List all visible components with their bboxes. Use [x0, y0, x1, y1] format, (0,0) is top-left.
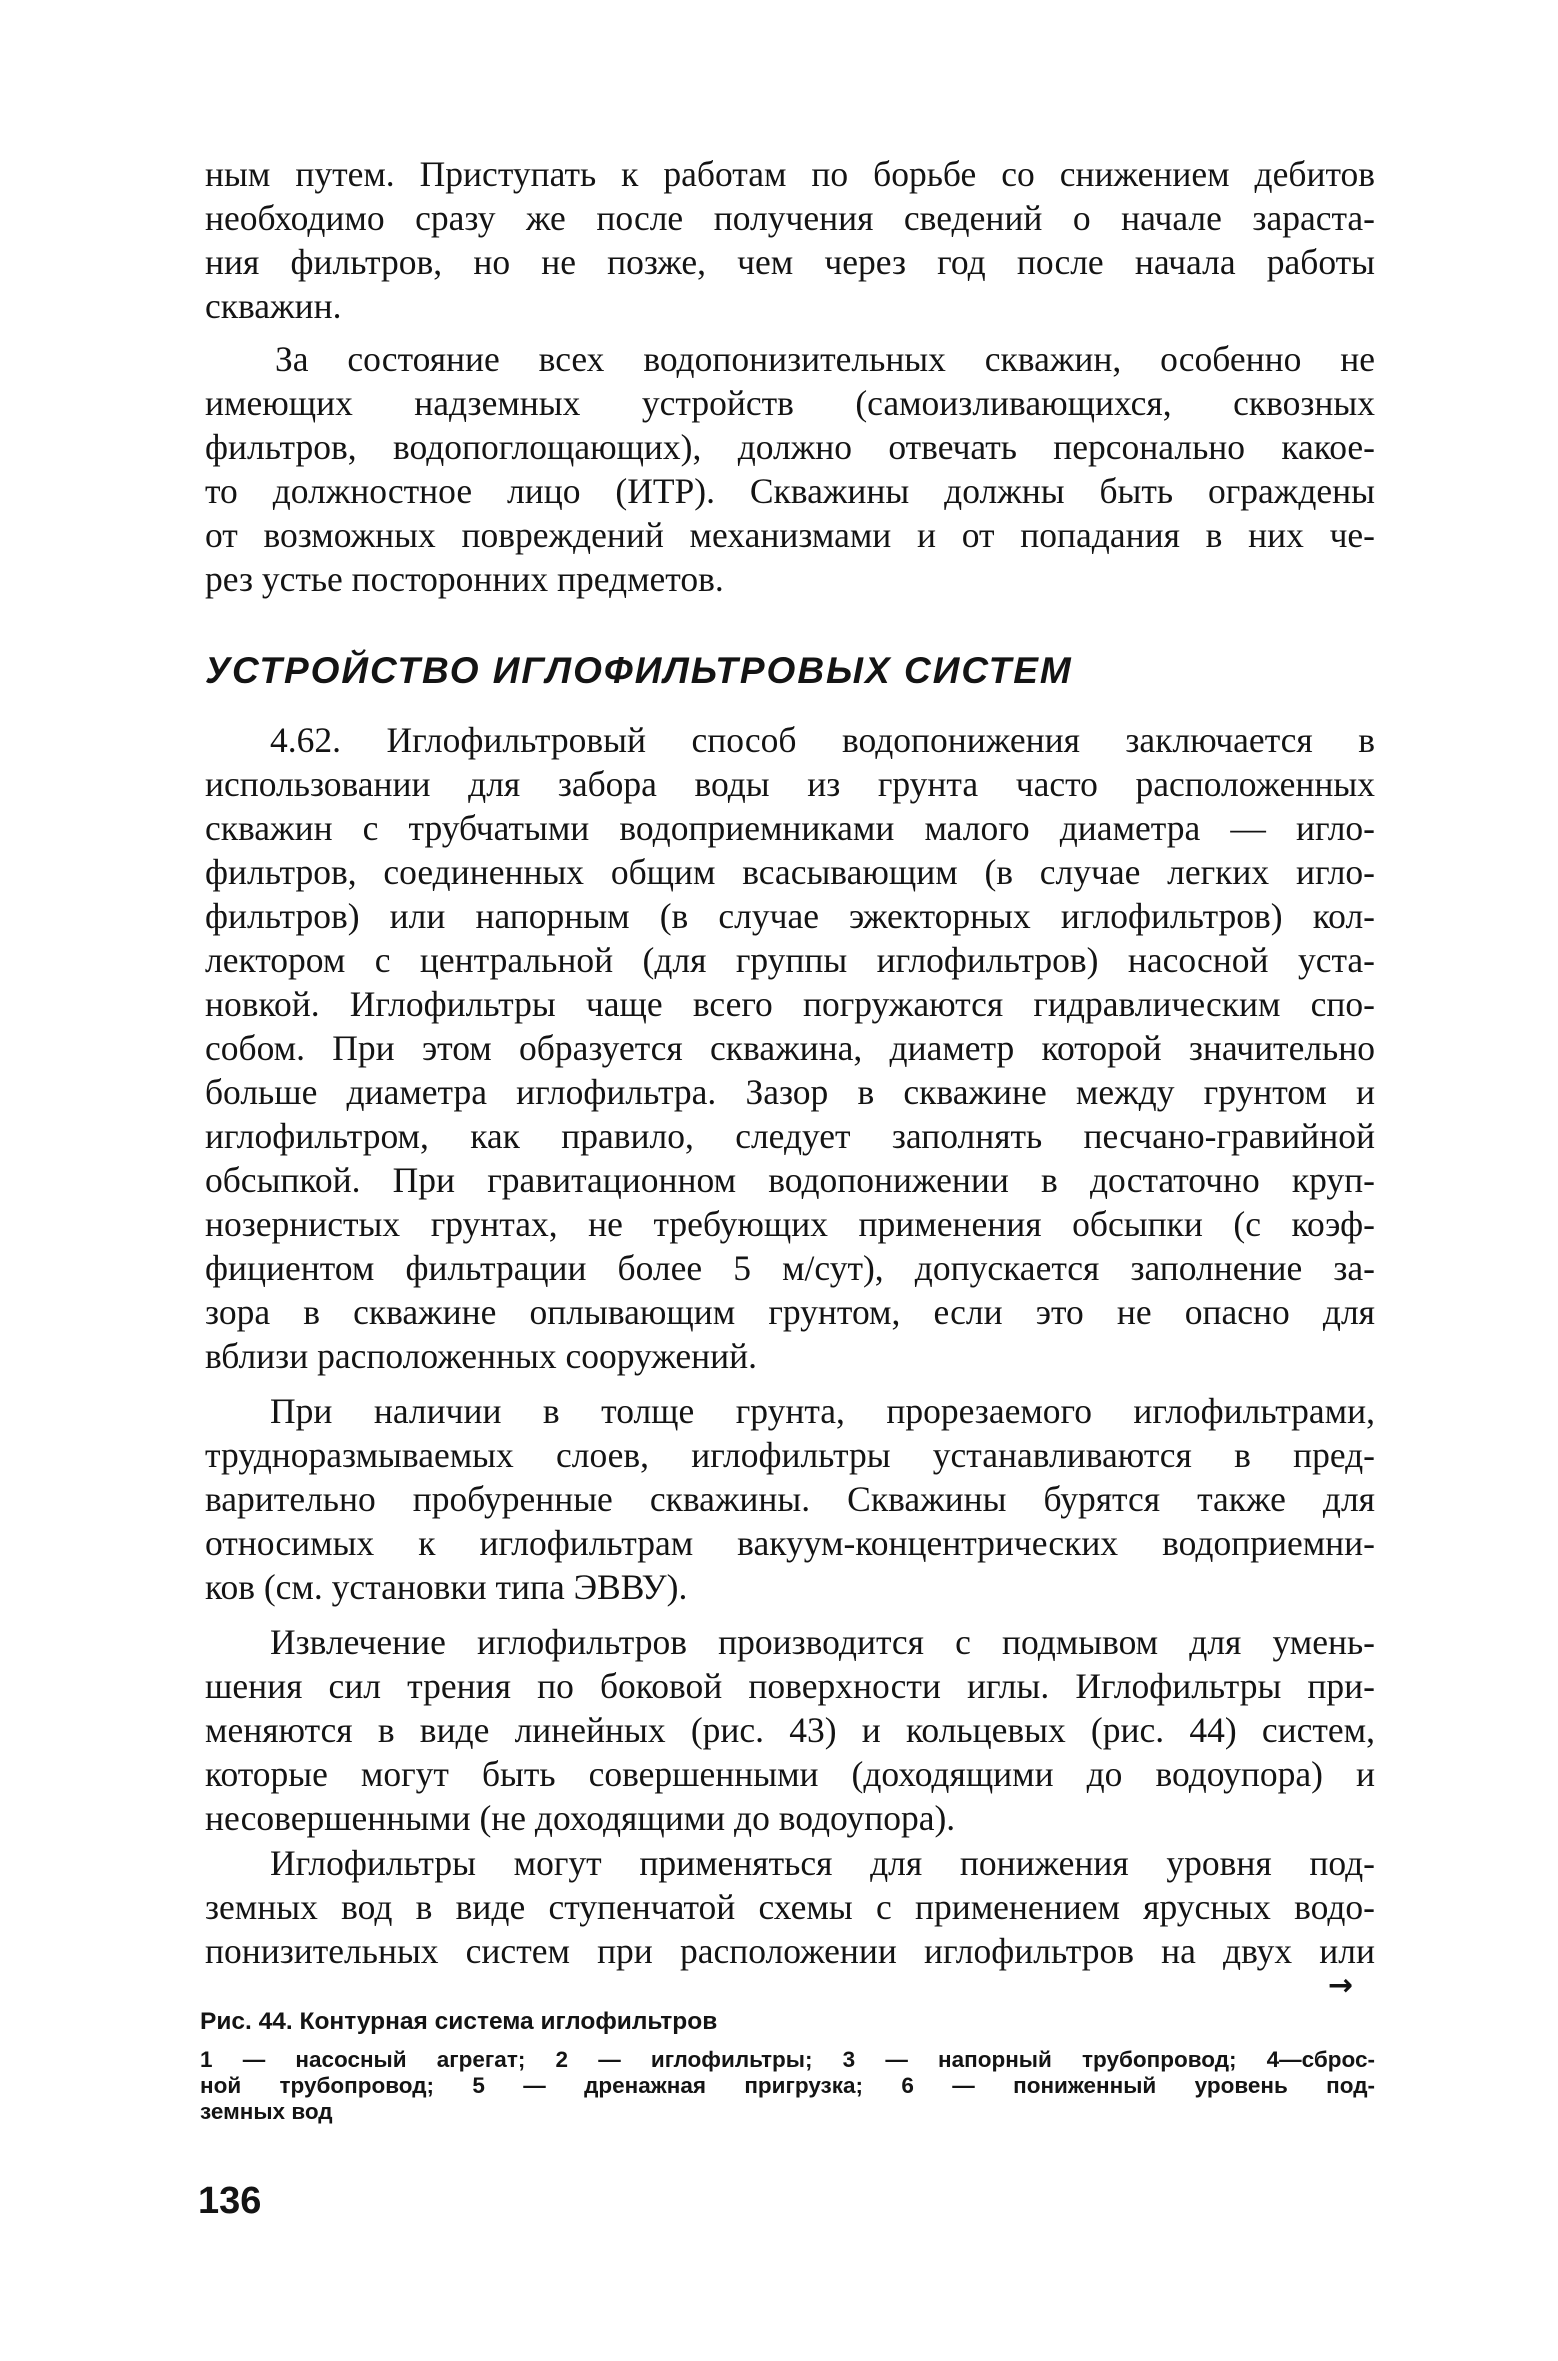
- text-line: Иглофильтры могут применяться для понижения уровня под-: [270, 1843, 1375, 1883]
- text-line: фильтров) или напорным (в случае эжекторных иглофильтров) кол-: [205, 896, 1375, 936]
- caption-line: земных вод: [200, 2099, 333, 2124]
- text-line: скважин.: [205, 286, 342, 326]
- text-line: обсыпкой. При гравитационном водопонижении в достаточно круп-: [205, 1160, 1375, 1200]
- text-line: 4.62. Иглофильтровый способ водопонижения заключается в: [270, 720, 1375, 760]
- text-line: За состояние всех водопонизительных скважин, особенно не: [275, 339, 1375, 379]
- text-line: лектором с центральной (для группы иглофильтров) насосной уста-: [205, 940, 1375, 980]
- text-line: которые могут быть совершенными (доходящими до водоупора) и: [205, 1754, 1375, 1794]
- caption-line: ной трубопровод; 5 — дренажная пригрузка; 6 — пониженный уровень под-: [200, 2073, 1375, 2098]
- text-line: земных вод в виде ступенчатой схемы с применением ярусных водо-: [205, 1887, 1375, 1927]
- text-line: шения сил трения по боковой поверхности иглы. Иглофильтры при-: [205, 1666, 1375, 1706]
- text-line: зора в скважине оплывающим грунтом, если это не опасно для: [205, 1292, 1375, 1332]
- text-line: фильтров, водопоглощающих), должно отвечать персонально какое-: [205, 427, 1375, 467]
- text-line: фильтров, соединенных общим всасывающим (в случае легких игло-: [205, 852, 1375, 892]
- text-line: от возможных повреждений механизмами и от попадания в них че-: [205, 515, 1375, 555]
- text-line: ным путем. Приступать к работам по борьбе со снижением дебитов: [205, 154, 1375, 194]
- text-line: При наличии в толще грунта, прорезаемого иглофильтрами,: [270, 1391, 1375, 1431]
- text-line: иглофильтром, как правило, следует заполнять песчано-гравийной: [205, 1116, 1375, 1156]
- text-line: варительно пробуренные скважины. Скважины бурятся также для: [205, 1479, 1375, 1519]
- text-line: фициентом фильтрации более 5 м/сут), допускается заполнение за-: [205, 1248, 1375, 1288]
- text-line: больше диаметра иглофильтра. Зазор в скважине между грунтом и: [205, 1072, 1375, 1112]
- text-line: вблизи расположенных сооружений.: [205, 1336, 758, 1376]
- section-heading: УСТРОЙСТВО ИГЛОФИЛЬТРОВЫХ СИСТЕМ: [205, 650, 1073, 691]
- continuation-arrow-icon: →: [1328, 1968, 1354, 2003]
- text-line: использовании для забора воды из грунта часто расположенных: [205, 764, 1375, 804]
- text-line: несовершенными (не доходящими до водоупора).: [205, 1798, 956, 1838]
- figure-caption-title: Рис. 44. Контурная система иглофильтров: [200, 2008, 718, 2035]
- text-line: меняются в виде линейных (рис. 43) и кольцевых (рис. 44) систем,: [205, 1710, 1375, 1750]
- text-line: имеющих надземных устройств (самоизливающихся, сквозных: [205, 383, 1375, 423]
- text-line: ков (см. установки типа ЭВВУ).: [205, 1567, 688, 1607]
- text-line: новкой. Иглофильтры чаще всего погружаются гидравлическим спо-: [205, 984, 1375, 1024]
- text-line: то должностное лицо (ИТР). Скважины должны быть ограждены: [205, 471, 1375, 511]
- text-line: трудноразмываемых слоев, иглофильтры устанавливаются в пред-: [205, 1435, 1375, 1475]
- text-line: скважин с трубчатыми водоприемниками малого диаметра — игло-: [205, 808, 1375, 848]
- text-line: относимых к иглофильтрам вакуум-концентрических водоприемни-: [205, 1523, 1375, 1563]
- text-line: Извлечение иглофильтров производится с подмывом для умень-: [270, 1622, 1375, 1662]
- text-line: собом. При этом образуется скважина, диаметр которой значительно: [205, 1028, 1375, 1068]
- text-line: ния фильтров, но не позже, чем через год после начала работы: [205, 242, 1375, 282]
- text-line: понизительных систем при расположении иглофильтров на двух или: [205, 1931, 1375, 1971]
- caption-line: 1 — насосный агрегат; 2 — иглофильтры; 3 — напорный трубопровод; 4—сброс-: [200, 2047, 1375, 2072]
- text-line: необходимо сразу же после получения сведений о начале зараста-: [205, 198, 1375, 238]
- page-number: 136: [198, 2180, 262, 2222]
- text-line: нозернистых грунтах, не требующих применения обсыпки (с коэф-: [205, 1204, 1375, 1244]
- text-line: рез устье посторонних предметов.: [205, 559, 724, 599]
